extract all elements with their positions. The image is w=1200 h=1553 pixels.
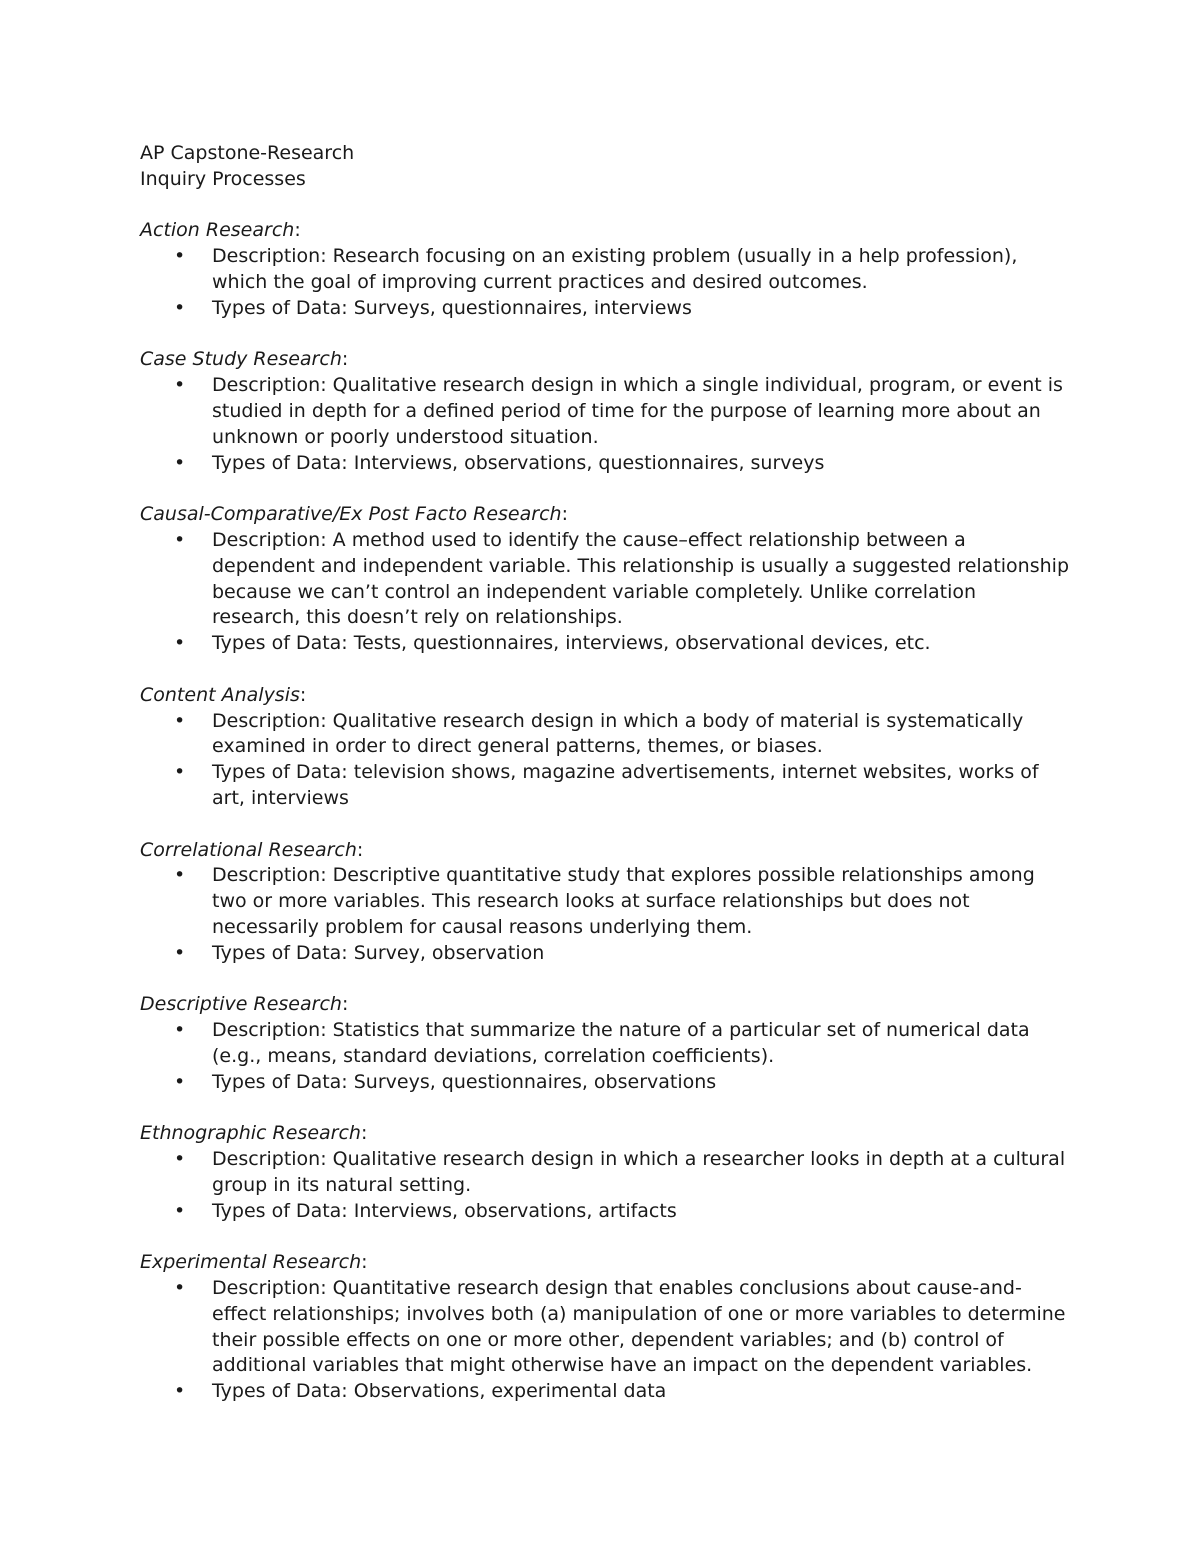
section-heading: Correlational Research: <box>140 838 364 861</box>
section-correlational-research <box>140 838 1070 967</box>
list-item-data-types: • Types of Data: Observations, experimental data <box>140 1379 1070 1405</box>
section-action-research <box>140 218 1070 321</box>
section-heading: Descriptive Research: <box>140 993 349 1016</box>
section-list <box>140 528 1070 657</box>
section-descriptive-research <box>140 992 1070 1095</box>
section-experimental-research <box>140 1250 1070 1405</box>
section-heading: Causal-Comparative/Ex Post Facto Research: <box>140 503 568 526</box>
list-item-description: • Description: Statistics that summarize the nature of a particular set of numerical data (e.g., means, standard deviations, correlation coefficients). <box>174 1019 1030 1067</box>
section-heading: Content Analysis: <box>140 683 307 706</box>
document-header <box>140 141 1070 193</box>
section-heading: Action Research: <box>140 219 301 242</box>
section-ethnographic-research <box>140 1121 1070 1224</box>
bullet-icon: • <box>174 761 186 784</box>
section-list <box>140 244 1070 321</box>
section-list <box>140 709 1070 812</box>
bullet-icon: • <box>174 709 186 732</box>
list-item-description: • Description: Research focusing on an existing problem (usually in a help profession), which the goal of improving current practices and desired outcomes. <box>174 245 1018 293</box>
bullet-icon: • <box>174 296 186 319</box>
document-page <box>140 141 1070 1405</box>
bullet-icon: • <box>174 374 186 397</box>
list-item-data-types: • Types of Data: Surveys, questionnaires, observations <box>140 1070 1070 1096</box>
document-subtitle: Inquiry Processes <box>140 167 306 190</box>
list-item-description: • Description: Qualitative research design in which a researcher looks in depth at a cultural group in its natural setting. <box>174 1148 1066 1196</box>
bullet-icon: • <box>174 528 186 551</box>
bullet-icon: • <box>174 1199 186 1222</box>
section-list <box>140 1147 1070 1224</box>
section-list <box>140 1018 1070 1095</box>
list-item-data-types: • Types of Data: Tests, questionnaires, interviews, observational devices, etc. <box>140 631 1070 657</box>
bullet-icon: • <box>174 1277 186 1300</box>
list-item-description: • Description: Qualitative research design in which a body of material is systematically examined in order to direct general patterns, themes, or biases. <box>174 709 1024 758</box>
list-item-data-types: • Types of Data: television shows, magazine advertisements, internet websites, works of art, interviews <box>174 761 1039 809</box>
section-list <box>140 1276 1070 1405</box>
bullet-icon: • <box>174 1070 186 1093</box>
list-item-description: • Description: Qualitative research design in which a single individual, program, or event is studied in depth for a defined period of time for the purpose of learning more about an unknown or poorly understood situation. <box>174 374 1063 448</box>
section-list <box>140 863 1070 966</box>
bullet-icon: • <box>174 245 186 268</box>
list-item-data-types: • Types of Data: Surveys, questionnaires, interviews <box>140 296 1070 322</box>
section-content-analysis <box>140 683 1070 812</box>
document-title: AP Capstone-Research <box>140 142 355 164</box>
bullet-icon: • <box>174 864 186 887</box>
list-item-description: • Description: Descriptive quantitative study that explores possible relationships among two or more variables. This research looks at surface relationships but does not necessarily problem for causal reasons underlying them. <box>174 864 1035 938</box>
bullet-icon: • <box>174 1148 186 1171</box>
section-case-study-research <box>140 347 1070 476</box>
bullet-icon: • <box>174 451 186 474</box>
bullet-icon: • <box>174 1019 186 1042</box>
list-item-data-types: • Types of Data: Survey, observation <box>140 941 1070 967</box>
list-item-data-types: • Types of Data: Interviews, observations, artifacts <box>140 1199 1070 1225</box>
list-item-data-types: • Types of Data: Interviews, observations, questionnaires, surveys <box>140 451 1070 477</box>
section-heading: Case Study Research: <box>140 348 349 371</box>
bullet-icon: • <box>174 632 186 655</box>
section-heading: Experimental Research: <box>140 1251 368 1274</box>
section-heading: Ethnographic Research: <box>140 1122 368 1145</box>
bullet-icon: • <box>174 1380 186 1403</box>
section-list <box>140 373 1070 476</box>
section-causal-comparative-research <box>140 502 1070 657</box>
list-item-description: • Description: A method used to identify the cause–effect relationship between a dependent and independent variable. This relationship is usually a suggested relationship because we can’t control an independent variable completely. Unlike correlation research, this doesn’t rely on relationships. <box>174 528 1070 629</box>
bullet-icon: • <box>174 941 186 964</box>
list-item-description: • Description: Quantitative research design that enables conclusions about cause-and-effect relationships; involves both (a) manipulation of one or more variables to determine their possible effects on one or more other, dependent variables; and (b) control of additional variables that might otherwise have an impact on the dependent variables. <box>174 1277 1066 1377</box>
